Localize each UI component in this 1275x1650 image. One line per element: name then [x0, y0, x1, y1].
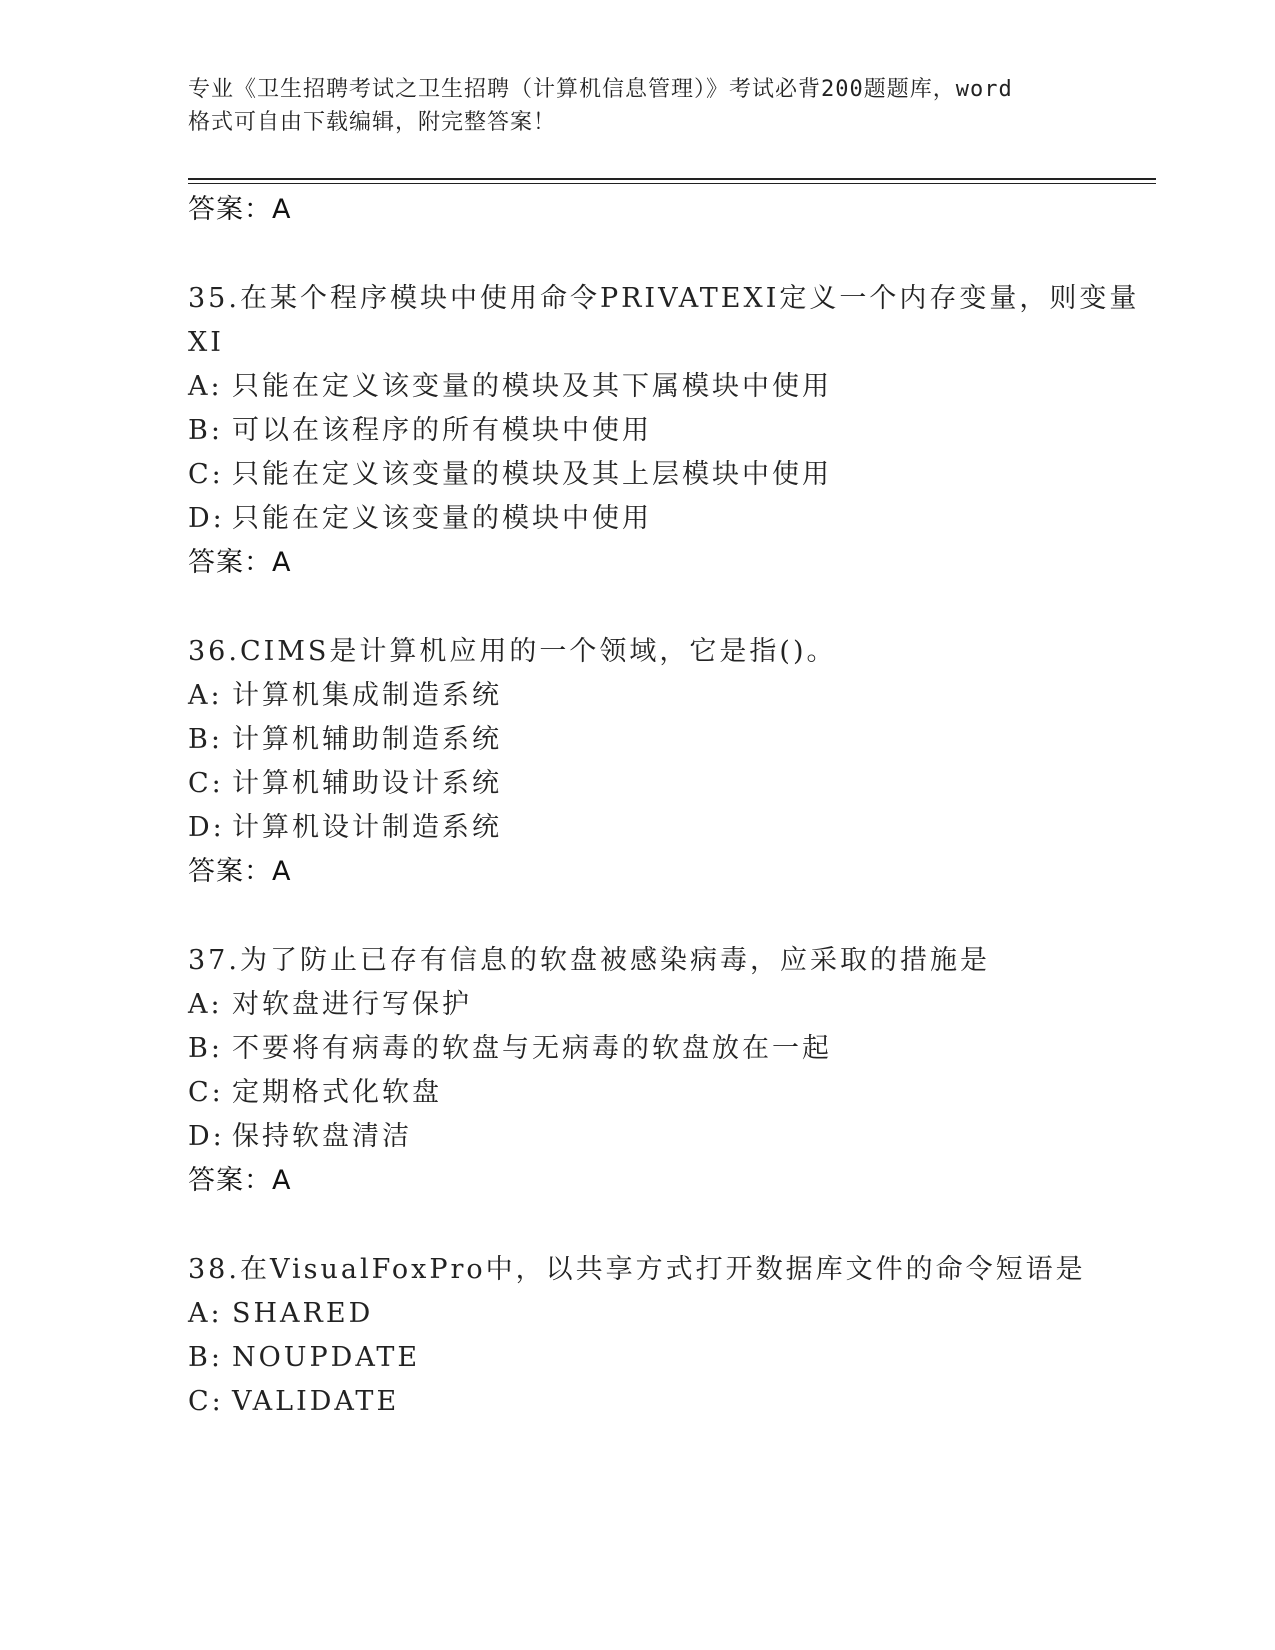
answer-q37: 答案：A: [188, 1165, 292, 1196]
question-38-stem: 38.在VisualFoxPro中，以共享方式打开数据库文件的命令短语是: [188, 1254, 1086, 1285]
option-text: 计算机设计制造系统: [232, 812, 502, 843]
option-label: B:: [188, 415, 223, 446]
question-38-option-b: [188, 1340, 420, 1376]
question-35-option-b: [188, 413, 652, 449]
question-36-option-b: [188, 722, 502, 758]
option-label: D:: [188, 503, 225, 534]
option-label: A:: [188, 1298, 223, 1329]
option-label: D:: [188, 812, 225, 843]
option-text: 定期格式化软盘: [232, 1077, 442, 1108]
question-36-option-a: [188, 678, 502, 714]
answer-q34: 答案：A: [188, 194, 292, 225]
question-37-option-a: [188, 987, 472, 1023]
header-divider-thin: [188, 183, 1156, 184]
question-35-option-a: [188, 369, 832, 405]
header-line-2: 格式可自由下载编辑，附完整答案！: [188, 110, 557, 135]
question-37-option-d: [188, 1119, 412, 1155]
option-text: 计算机辅助制造系统: [232, 724, 502, 755]
option-text: 只能在定义该变量的模块中使用: [232, 503, 652, 534]
question-35-option-c: [188, 457, 832, 493]
header-line-1: 专业《卫生招聘考试之卫生招聘（计算机信息管理）》考试必背200题题库，word: [188, 77, 1013, 102]
question-38-option-a: [188, 1296, 373, 1332]
question-37-option-b: [188, 1031, 832, 1067]
option-text: NOUPDATE: [232, 1342, 421, 1373]
option-label: C:: [188, 1077, 224, 1108]
option-text: 只能在定义该变量的模块及其上层模块中使用: [232, 459, 832, 490]
question-36-stem: 36.CIMS是计算机应用的一个领域，它是指()。: [188, 636, 837, 667]
header-divider-thick: [188, 178, 1156, 180]
option-label: D:: [188, 1121, 225, 1152]
option-text: 对软盘进行写保护: [232, 989, 472, 1020]
option-text: VALIDATE: [232, 1386, 400, 1417]
question-38-option-c: [188, 1384, 399, 1420]
option-text: 计算机集成制造系统: [232, 680, 502, 711]
question-36-option-d: [188, 810, 502, 846]
option-text: SHARED: [232, 1298, 374, 1329]
question-37-option-c: [188, 1075, 442, 1111]
document-header: [188, 73, 1088, 139]
answer-q35: 答案：A: [188, 547, 292, 578]
question-37-stem: 37.为了防止已存有信息的软盘被感染病毒，应采取的措施是: [188, 945, 990, 976]
option-label: C:: [188, 768, 224, 799]
option-label: C:: [188, 1386, 224, 1417]
question-35-option-d: [188, 501, 652, 537]
option-label: C:: [188, 459, 224, 490]
option-label: B:: [188, 1033, 223, 1064]
option-label: A:: [188, 371, 223, 402]
question-35-stem-line-2: XI: [188, 327, 224, 358]
option-label: B:: [188, 724, 223, 755]
option-text: 可以在该程序的所有模块中使用: [232, 415, 652, 446]
option-label: A:: [188, 680, 223, 711]
option-label: B:: [188, 1342, 223, 1373]
option-text: 只能在定义该变量的模块及其下属模块中使用: [232, 371, 832, 402]
answer-q36: 答案：A: [188, 856, 292, 887]
option-label: A:: [188, 989, 223, 1020]
option-text: 计算机辅助设计系统: [232, 768, 502, 799]
question-36-option-c: [188, 766, 502, 802]
option-text: 不要将有病毒的软盘与无病毒的软盘放在一起: [232, 1033, 832, 1064]
option-text: 保持软盘清洁: [232, 1121, 412, 1152]
question-35-stem-line-1: 35.在某个程序模块中使用命令PRIVATEXI定义一个内存变量，则变量: [188, 283, 1140, 314]
